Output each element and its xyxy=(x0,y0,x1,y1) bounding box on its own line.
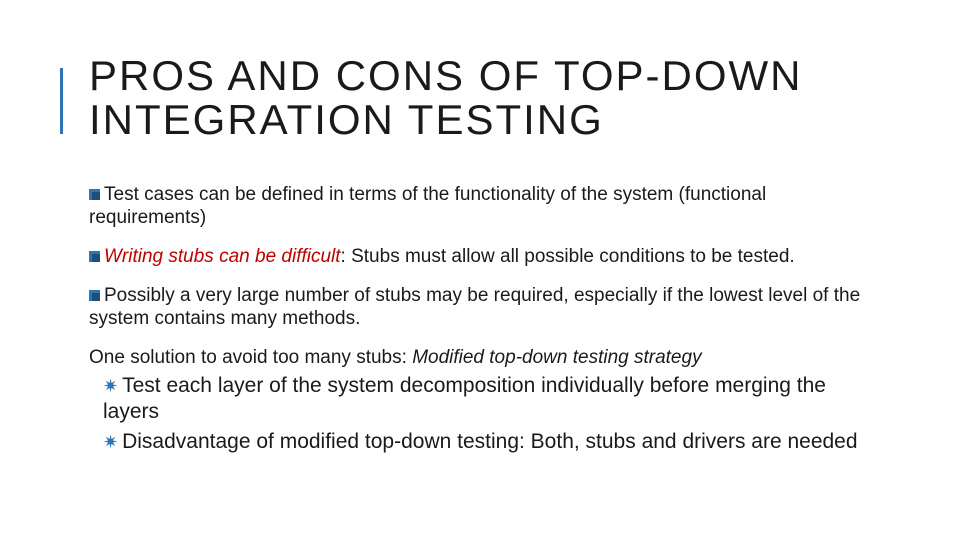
slide-body xyxy=(89,183,869,459)
title-accent-bar xyxy=(60,68,63,134)
square-bullet-icon xyxy=(89,290,100,301)
square-bullet-icon xyxy=(89,189,100,200)
solution-line: One solution to avoid too many stubs: Modified top-down testing strategy xyxy=(89,347,702,368)
slide-title: PROS AND CONS OF TOP-DOWN INTEGRATION TESTING xyxy=(89,52,803,143)
square-bullet-icon xyxy=(89,251,100,262)
bullet-item: Test cases can be defined in terms of the functionality of the system (functional requirements) xyxy=(89,184,767,228)
bullet-item: Possibly a very large number of stubs may be required, especially if the lowest level of the system contains many methods. xyxy=(89,285,861,329)
star-bullet-icon: ✷ xyxy=(103,376,119,396)
bullet-item: Writing stubs can be difficult: Stubs must allow all possible conditions to be tested. xyxy=(89,245,869,268)
sub-bullet-item: ✷ Disadvantage of modified top-down testing: Both, stubs and drivers are needed xyxy=(103,430,858,453)
emphasis-text: Writing stubs can be difficult xyxy=(104,246,341,267)
star-bullet-icon: ✷ xyxy=(103,432,119,452)
sub-bullet-item: ✷ Test each layer of the system decomposition individually before merging the layers xyxy=(103,374,826,423)
